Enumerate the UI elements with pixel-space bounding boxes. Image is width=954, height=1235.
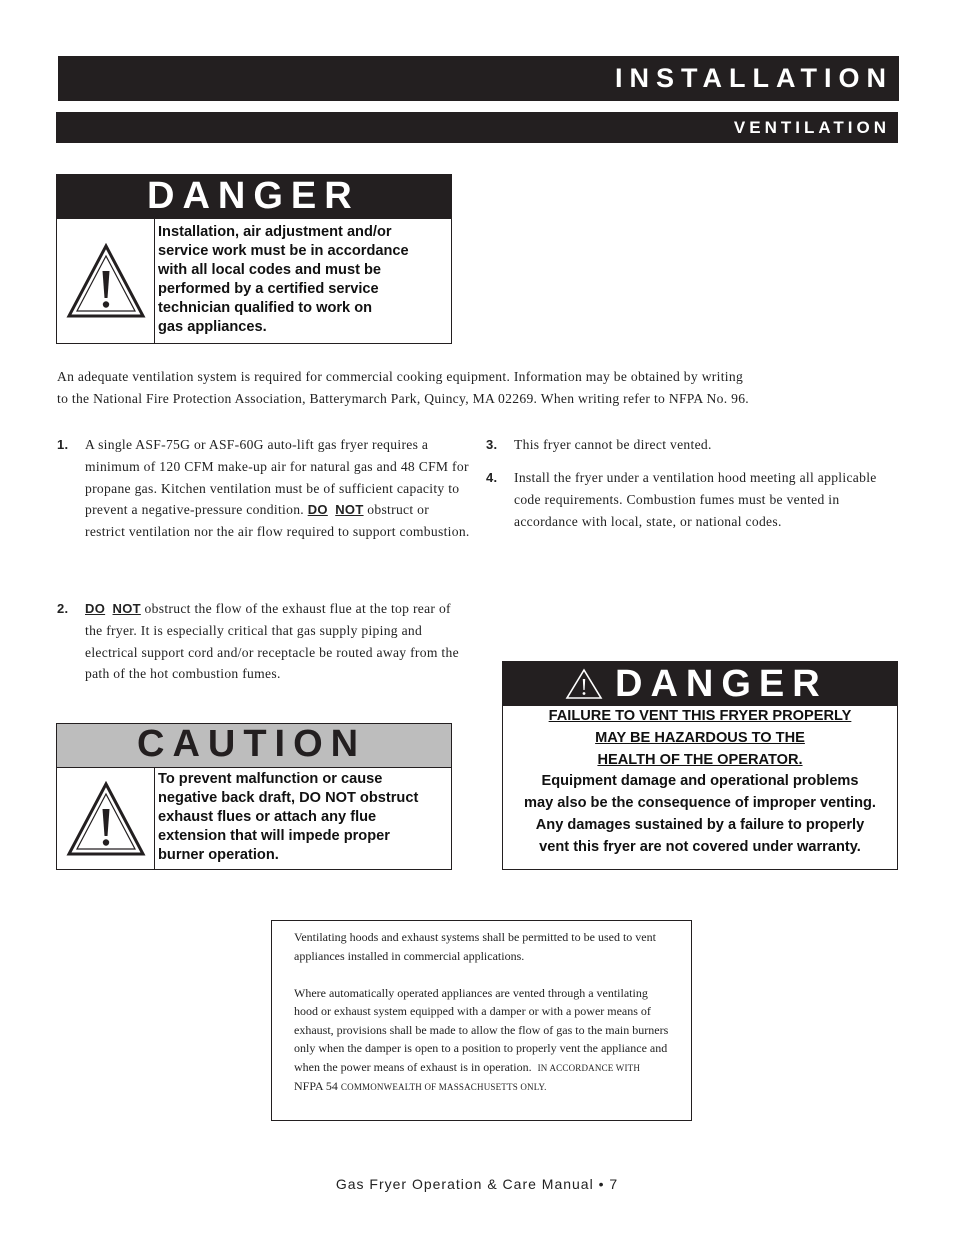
list-item-4 bbox=[486, 467, 886, 532]
danger-line: gas appliances. bbox=[158, 318, 267, 335]
caution-heading-text: CAUTION bbox=[137, 723, 367, 765]
note-paragraph bbox=[294, 984, 671, 1097]
list-item-3 bbox=[486, 434, 886, 456]
caution-line: extension that will impede proper bbox=[158, 827, 390, 844]
emphasis-do: DO bbox=[85, 601, 106, 616]
caution-heading bbox=[57, 724, 451, 768]
danger-line: may also be the consequence of improper venting. bbox=[524, 795, 876, 812]
item-number: 3. bbox=[486, 437, 498, 452]
danger-line: vent this fryer are not covered under warranty. bbox=[539, 838, 861, 855]
caution-box bbox=[56, 723, 452, 870]
note-paragraph: Ventilating hoods and exhaust systems shall be permitted to be used to vent appliances installed in commercial applications. bbox=[294, 930, 656, 963]
section-title-bar bbox=[58, 56, 899, 101]
intro-paragraph bbox=[57, 366, 902, 410]
danger-box-installation bbox=[56, 174, 452, 344]
danger-icon-cell bbox=[57, 219, 155, 343]
danger-line: performed by a certified service bbox=[158, 280, 379, 297]
section-title: INSTALLATION bbox=[615, 63, 893, 93]
page-footer: Gas Fryer Operation & Care Manual • 7 bbox=[335, 1176, 619, 1192]
note-reference: IN ACCORDANCE WITH bbox=[537, 1062, 641, 1073]
item-number: 1. bbox=[57, 437, 69, 452]
intro-line: An adequate ventilation system is required for commercial cooking equipment. Information may be obtained by writing bbox=[57, 369, 744, 384]
item-text: This fryer cannot be direct vented. bbox=[514, 437, 712, 452]
caution-message bbox=[158, 770, 445, 865]
item-text: Install the fryer under a ventilation hood meeting all applicable code requirements. Combustion fumes must be vented in accordance with local, state, or national codes. bbox=[514, 470, 877, 529]
danger-line: service work must be in accordance bbox=[158, 242, 409, 259]
caution-line: To prevent malfunction or cause bbox=[158, 771, 383, 787]
caution-line: exhaust flues or attach any flue bbox=[158, 808, 377, 825]
danger-heading bbox=[57, 175, 451, 219]
warning-triangle-icon bbox=[565, 668, 603, 700]
subsection-title-bar bbox=[56, 112, 898, 143]
danger-line: Equipment damage and operational problems bbox=[541, 773, 859, 790]
danger-message bbox=[158, 223, 445, 336]
regulation-note-box bbox=[271, 920, 692, 1121]
emphasis-not: NOT bbox=[335, 502, 364, 518]
note-reference-nfpa: NFPA 54 bbox=[294, 1079, 338, 1093]
danger-warning-line: HEALTH OF THE OPERATOR. bbox=[597, 751, 803, 768]
emphasis-not: NOT bbox=[112, 601, 141, 616]
item-number: 2. bbox=[57, 601, 69, 616]
danger-warning-line: FAILURE TO VENT THIS FRYER PROPERLY bbox=[548, 708, 852, 724]
list-item-1 bbox=[57, 434, 471, 543]
warning-triangle-icon bbox=[66, 781, 146, 857]
danger-line: Any damages sustained by a failure to properly bbox=[535, 816, 865, 833]
subsection-title: VENTILATION bbox=[733, 118, 890, 137]
item-text: obstruct or restrict ventilation nor the air flow required to support combustion. bbox=[85, 502, 470, 540]
caution-line: negative back draft, DO NOT obstruct bbox=[158, 789, 419, 806]
item-text: A single ASF-75G or ASF-60G auto-lift gas fryer requires a minimum of 120 CFM make-up air for natural gas and 48 CFM for propane gas. Kitchen ventilation must be of sufficient capacity to prevent a negative-pressure condition. bbox=[85, 437, 469, 518]
danger-warning-line: MAY BE HAZARDOUS TO THE bbox=[595, 729, 805, 746]
danger-line: Installation, air adjustment and/or bbox=[158, 224, 392, 240]
danger-venting-message bbox=[503, 706, 897, 859]
caution-line: burner operation. bbox=[158, 846, 279, 863]
list-item-2 bbox=[57, 598, 471, 685]
danger-heading bbox=[503, 662, 897, 706]
note-text: Where automatically operated appliances are vented through a ventilating hood or exhaust system equipped with a damper or with a power means of exhaust, provisions shall be made to allow the flow of gas to the main burners only when the damper is open to a position to properly vent the appliance and when the power means of exhaust is in operation. bbox=[294, 985, 669, 1074]
emphasis-do: DO bbox=[307, 502, 328, 518]
danger-line: with all local codes and must be bbox=[158, 261, 382, 278]
caution-icon-cell bbox=[57, 768, 155, 869]
note-reference-scope: COMMONWEALTH OF MASSACHUSETTS ONLY. bbox=[340, 1082, 547, 1092]
item-text: obstruct the flow of the exhaust flue at the top rear of the fryer. It is especially critical that gas supply piping and electrical support cord and/or receptacle be routed away from the path of the hot combustion fumes. bbox=[85, 601, 459, 682]
warning-triangle-icon bbox=[66, 243, 146, 319]
danger-box-venting bbox=[502, 661, 898, 870]
danger-heading-text: DANGER bbox=[615, 663, 828, 705]
intro-line: to the National Fire Protection Association, Batterymarch Park, Quincy, MA 02269. When writing refer to NFPA No. 96. bbox=[57, 391, 749, 406]
danger-heading-text: DANGER bbox=[147, 175, 360, 217]
danger-line: technician qualified to work on bbox=[158, 299, 373, 316]
item-number: 4. bbox=[486, 470, 498, 485]
